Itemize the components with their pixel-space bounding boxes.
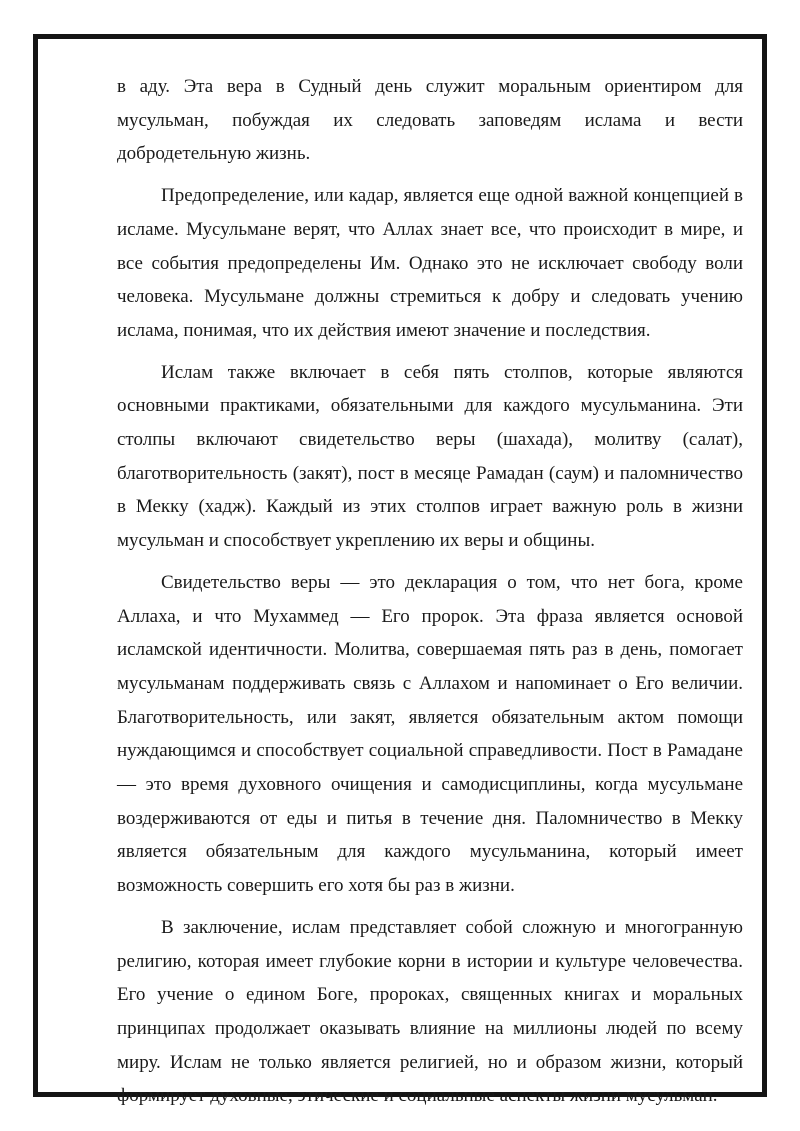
document-body — [117, 70, 743, 1121]
paragraph-conclusion: В заключение, ислам представляет собой сложную и многогранную религию, которая имеет глубокие корни в истории и культуре человечества. Его учение о едином Боге, пророках, священных книгах и моральных принципах продолжает оказывать влияние на миллионы людей по всему миру. Ислам не только является религией, но и образом жизни, который формирует духовные, этические и социальные аспекты жизни мусульман. — [117, 916, 743, 1107]
paragraph-continuation: в аду. Эта вера в Судный день служит моральным ориентиром для мусульман, побуждая их следовать заповедям ислама и вести добродетельную жизнь. — [117, 76, 743, 165]
paragraph-pillars-details: Свидетельство веры — это декларация о том, что нет бога, кроме Аллаха, и что Мухаммед — Его пророк. Эта фраза является основой исламской идентичности. Молитва, совершаемая пять раз в день, помогает мусульманам поддерживать связь с Аллахом и напоминает о Его величии. Благотворительность, или закят, является обязательным актом помощи нуждающимся и способствует социальной справедливости. Пост в Рамадане — это время духовного очищения и самодисциплины, когда мусульмане воздерживаются от еды и питья в течение дня. Паломничество в Мекку является обязательным для каждого мусульманина, который имеет возможность совершить его хотя бы раз в жизни. — [117, 571, 743, 897]
paragraph-predestination: Предопределение, или кадар, является еще одной важной концепцией в исламе. Мусульмане верят, что Аллах знает все, что происходит в мире, и все события предопределены Им. Однако это не исключает свободу воли человека. Мусульмане должны стремиться к добру и следовать учению ислама, понимая, что их действия имеют значение и последствия. — [117, 185, 743, 341]
paragraph-five-pillars: Ислам также включает в себя пять столпов, которые являются основными практиками, обязательными для каждого мусульманина. Эти столпы включают свидетельство веры (шахада), молитву (салат), благотворительность (закят), пост в месяце Рамадан (саум) и паломничество в Мекку (хадж). Каждый из этих столпов играет важную роль в жизни мусульман и способствует укреплению их веры и общины. — [117, 361, 743, 552]
